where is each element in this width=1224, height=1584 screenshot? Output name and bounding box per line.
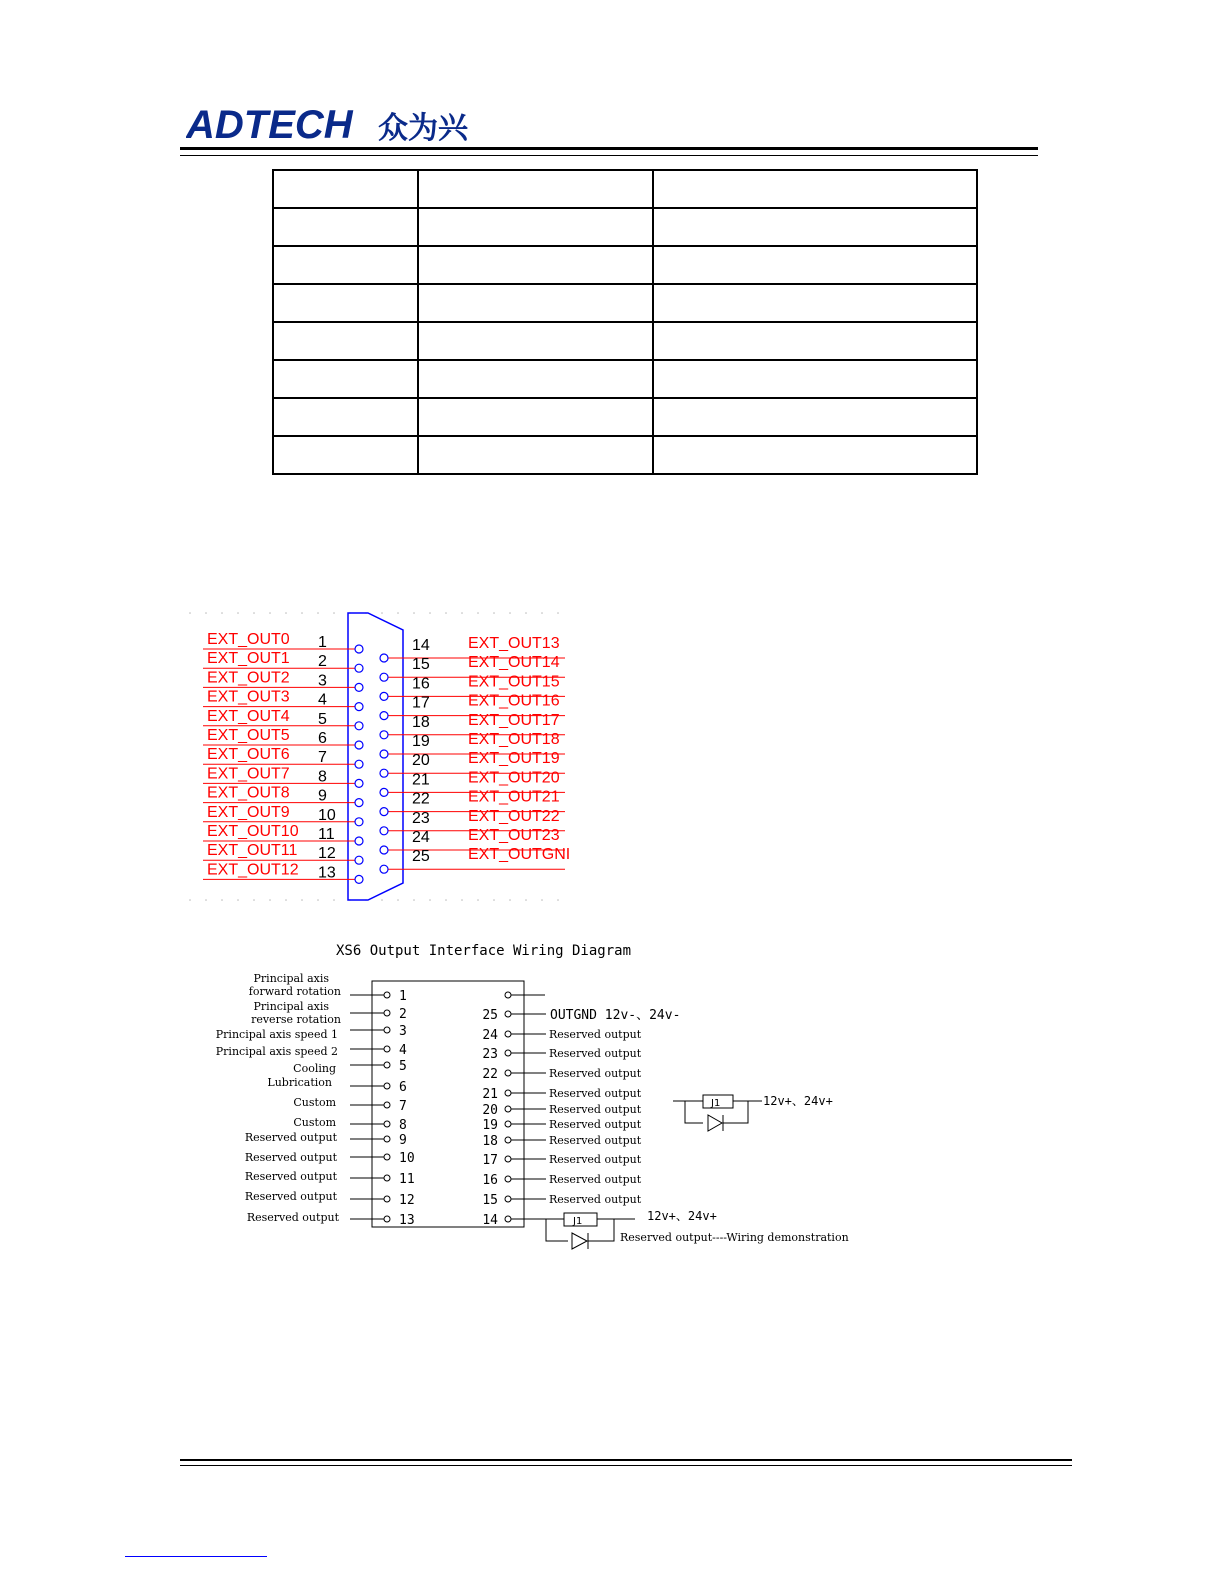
right-signal-label: EXT_OUT16 [468,692,560,710]
right-terminal [505,1031,511,1037]
table-cell [418,398,653,436]
left-signal-label: EXT_OUT0 [207,631,290,648]
header-rule-thin [180,155,1038,156]
right-terminal [505,1070,511,1076]
table-row [273,284,977,322]
table-cell [273,284,418,322]
left-signal-label: EXT_OUT2 [207,669,290,687]
left-terminal-number: 7 [399,1099,407,1114]
left-terminal-number: 6 [399,1080,407,1095]
left-pin-number: 6 [318,730,327,747]
right-terminal-number: 19 [482,1118,498,1133]
right-pin-number: 18 [412,713,430,731]
table-cell [653,246,977,284]
table-cell [418,246,653,284]
right-terminal-number: 15 [482,1193,498,1208]
left-wire-label: Reserved output [244,1190,337,1203]
table-cell [653,398,977,436]
right-pin-number: 22 [412,790,430,808]
left-pin [355,703,363,711]
right-terminal-number: 25 [482,1008,498,1023]
right-terminal-number: 17 [482,1153,498,1168]
left-terminal [384,992,390,998]
left-pin-number: 13 [318,864,336,882]
right-pin-number: 20 [412,752,430,770]
right-pin-number: 17 [412,694,430,712]
left-pin [355,741,363,749]
demo-label: Reserved output----Wiring demonstration [620,1231,849,1244]
left-terminal-number: 5 [399,1059,407,1074]
left-terminal [384,1010,390,1016]
terminal-block [372,981,524,1227]
right-terminal-number: 23 [482,1047,498,1062]
left-wire-label: Principal axis speed 1 [215,1028,338,1041]
left-terminal-number: 3 [399,1024,407,1039]
table-cell [653,170,977,208]
right-wire-label: Reserved output [549,1067,642,1080]
right-terminal [505,1196,511,1202]
right-pin [380,846,388,854]
right-signal-label: EXT_OUT19 [468,750,560,768]
outgnd-label: OUTGND 12v-、24v- [550,1008,681,1023]
left-terminal-number: 1 [399,989,407,1004]
left-signal-label: EXT_OUT12 [207,861,299,879]
left-wire-label: Custom [293,1116,336,1129]
left-terminal [384,1102,390,1108]
table-cell [273,322,418,360]
table-cell [653,360,977,398]
left-signal-label: EXT_OUT9 [207,803,290,821]
right-pin [380,769,388,777]
table-cell [418,322,653,360]
left-terminal-number: 11 [399,1172,415,1187]
right-pin [380,654,388,662]
right-signal-label: EXT_OUT23 [468,827,560,844]
left-wire-label: forward rotation [248,985,341,998]
left-pin-number: 11 [318,826,335,843]
right-terminal-number: 18 [482,1134,498,1149]
right-signal-label: EXT_OUTGNI [468,846,570,864]
right-pin-number: 21 [412,771,430,789]
left-pin [355,760,363,768]
right-wire-label: Reserved output [549,1087,642,1100]
left-pin [355,799,363,807]
right-terminal [505,1106,511,1112]
table-cell [653,284,977,322]
svg-text:12v+、24v+: 12v+、24v+ [647,1209,717,1223]
right-pin-number: 24 [412,829,430,846]
left-pin-number: 9 [318,787,327,805]
left-terminal [384,1154,390,1160]
left-pin [355,722,363,730]
left-terminal [384,1175,390,1181]
brand-chinese: 众为兴 [378,111,468,144]
right-signal-label: EXT_OUT21 [468,788,560,806]
left-signal-label: EXT_OUT8 [207,784,290,802]
left-wire-label: Principal axis speed 2 [215,1045,338,1058]
left-terminal [384,1196,390,1202]
left-wire-label: Lubrication [267,1076,332,1089]
right-pin [380,788,388,796]
right-terminal [505,1011,511,1017]
table-row [273,246,977,284]
left-terminal [384,1136,390,1142]
right-terminal [505,1090,511,1096]
left-wire-label: Reserved output [244,1170,337,1183]
left-pin [355,683,363,691]
table-cell [273,436,418,474]
adtech-logo [186,104,496,144]
left-pin-number: 5 [318,710,327,728]
left-terminal-number: 10 [399,1151,415,1166]
right-terminal-number: 14 [482,1213,498,1228]
left-terminal-number: 9 [399,1133,407,1148]
right-terminal [505,1137,511,1143]
left-signal-label: EXT_OUT3 [207,688,290,706]
table-cell [418,208,653,246]
right-wire-label: Reserved output [549,1153,642,1166]
left-terminal [384,1046,390,1052]
right-terminal [505,1156,511,1162]
right-pin [380,750,388,758]
right-wire-label: Reserved output [549,1173,642,1186]
left-wire-label: reverse rotation [251,1013,341,1026]
left-terminal-number: 13 [399,1213,415,1228]
left-terminal-number: 2 [399,1007,407,1022]
wiring-title: XS6 Output Interface Wiring Diagram [336,943,632,959]
relay-demo-side [673,1094,833,1131]
terminal-top [505,992,511,998]
svg-text:J1: J1 [711,1098,721,1109]
table-cell [418,436,653,474]
left-signal-label: EXT_OUT11 [207,842,298,860]
left-terminal [384,1062,390,1068]
table-cell [418,170,653,208]
left-signal-label: EXT_OUT10 [207,823,299,840]
footer-rule-thick [180,1459,1072,1461]
footer-rule-thin [180,1465,1072,1466]
left-pin-number: 2 [318,653,327,671]
right-terminal-number: 24 [482,1028,498,1043]
left-wire-label: Cooling [293,1062,336,1075]
right-terminal-number: 22 [482,1067,498,1082]
table-cell [653,436,977,474]
left-wire-label: Reserved output [244,1151,337,1164]
right-wire-label: Reserved output [549,1134,642,1147]
left-pin-number: 10 [318,806,336,824]
right-signal-label: EXT_OUT17 [468,711,560,729]
right-signal-label: EXT_OUT14 [468,654,560,672]
header-rule-thick [180,147,1038,150]
right-pin [380,712,388,720]
right-pin [380,865,388,873]
left-pin [355,837,363,845]
table-cell [273,170,418,208]
left-terminal-number: 12 [399,1193,415,1208]
table-cell [418,360,653,398]
right-pin-number: 23 [412,809,430,827]
table-cell [653,322,977,360]
right-pin [380,673,388,681]
left-pin-number: 8 [318,768,327,786]
svg-text:12v+、24v+: 12v+、24v+ [763,1094,833,1108]
right-terminal-number: 21 [482,1087,498,1102]
table-row [273,436,977,474]
left-pin [355,779,363,787]
right-wire-label: Reserved output [549,1193,642,1206]
right-terminal [505,1216,511,1222]
left-signal-label: EXT_OUT4 [207,707,290,725]
right-signal-label: EXT_OUT13 [468,635,560,652]
table-row [273,322,977,360]
right-pin-number: 19 [412,733,430,750]
right-wire-label: Reserved output [549,1047,642,1060]
left-signal-label: EXT_OUT5 [207,727,290,744]
left-pin [355,856,363,864]
table-row [273,360,977,398]
left-pin-number: 1 [318,634,327,651]
right-signal-label: EXT_OUT20 [468,769,560,787]
left-pin-number: 4 [318,691,327,709]
db25-connector-diagram [185,608,570,905]
right-pin-number: 25 [412,848,430,866]
right-pin [380,827,388,835]
left-signal-label: EXT_OUT7 [207,765,290,783]
table-cell [273,398,418,436]
left-terminal-number: 8 [399,1118,407,1133]
right-signal-label: EXT_OUT22 [468,807,560,825]
left-wire-label: Principal axis [253,972,329,985]
left-wire-label: Principal axis [253,1000,329,1013]
right-terminal [505,1050,511,1056]
svg-text:J1: J1 [573,1216,583,1227]
right-signal-label: EXT_OUT18 [468,731,560,748]
left-pin [355,664,363,672]
left-terminal-number: 4 [399,1043,407,1058]
left-signal-label: EXT_OUT6 [207,746,290,764]
left-pin-number: 12 [318,845,336,863]
left-pin [355,818,363,826]
relay-demo-pin14 [546,1209,849,1249]
table-row [273,398,977,436]
table-row [273,208,977,246]
left-terminal [384,1121,390,1127]
left-wire-label: Reserved output [246,1211,339,1224]
brand-wordmark: ADTECH [186,104,353,144]
right-pin [380,692,388,700]
xs6-wiring-diagram [190,936,880,1254]
left-signal-label: EXT_OUT1 [207,650,290,668]
right-terminal-number: 20 [482,1103,498,1118]
right-pin [380,731,388,739]
table-row [273,170,977,208]
right-terminal [505,1176,511,1182]
table-cell [273,246,418,284]
right-terminal [505,1121,511,1127]
right-pin [380,808,388,816]
right-signal-label: EXT_OUT15 [468,673,560,691]
right-wire-label: Reserved output [549,1118,642,1131]
footnote-rule [125,1556,267,1557]
left-pin [355,875,363,883]
left-pin-number: 7 [318,749,327,767]
empty-table [272,169,978,475]
left-wire-label: Custom [293,1096,336,1109]
right-wire-label: Reserved output [549,1028,642,1041]
left-wire-label: Reserved output [244,1131,337,1144]
table-cell [418,284,653,322]
left-terminal [384,1083,390,1089]
right-pin-number: 16 [412,675,430,693]
right-wire-label: Reserved output [549,1103,642,1116]
left-terminal [384,1216,390,1222]
table-cell [273,360,418,398]
right-pin-number: 14 [412,637,430,654]
right-terminal-number: 16 [482,1173,498,1188]
right-pin-number: 15 [412,656,430,674]
table-cell [653,208,977,246]
left-pin-number: 3 [318,672,327,690]
table-cell [273,208,418,246]
left-terminal [384,1027,390,1033]
left-pin [355,645,363,653]
